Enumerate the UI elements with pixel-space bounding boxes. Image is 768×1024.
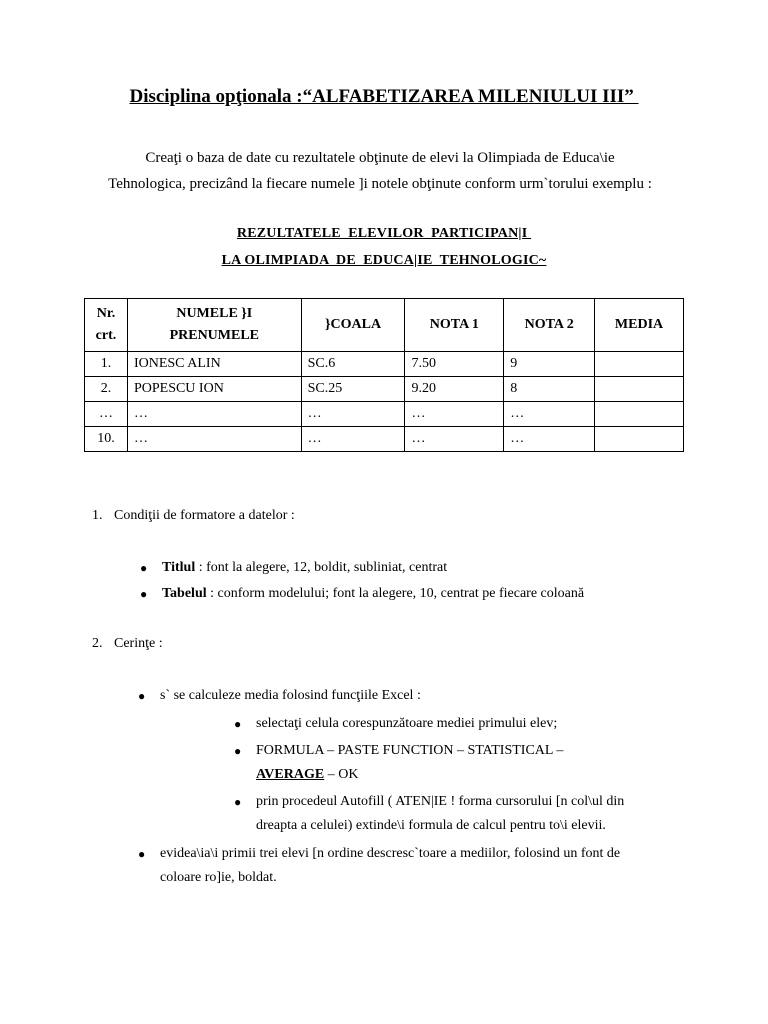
sub-bullet-formula — [234, 739, 564, 787]
cell-nr: 2. — [85, 377, 128, 402]
cell-nota-2: 8 — [504, 377, 595, 402]
cell-name: … — [127, 427, 301, 452]
bullet-dot-icon: ● — [234, 744, 242, 758]
sub-bullet-autofill-line-2: dreapta a celulei) extinde\i formula de calcul pentru to\i elevii. — [256, 818, 606, 833]
intro-line-1: Creaţi o baza de date cu rezultatele obţinute de elevi la Olimpiada de Educa\ie — [145, 150, 615, 166]
sub-bullet-formula-line-1: FORMULA – PASTE FUNCTION – STATISTICAL – — [256, 743, 564, 758]
table-header-row — [85, 299, 684, 352]
table-row — [85, 427, 684, 452]
results-heading-line-1: REZULTATELE ELEVILOR PARTICIPAN|I — [236, 226, 532, 241]
sub-bullet-autofill-line-1: prin procedeul Autofill ( ATEN|IE ! forma cursorului [n col\ul din — [256, 794, 625, 809]
bullet-dot-icon: ● — [140, 587, 148, 601]
bullet-dot-icon: ● — [138, 689, 146, 703]
section-1-label: Condiţii de formatore a datelor : — [114, 508, 295, 523]
cell-nota-2: … — [504, 427, 595, 452]
bullet-calculeze-media — [138, 684, 421, 708]
results-heading-line-2: LA OLIMPIADA DE EDUCA|IE TEHNOLOGIC~ — [221, 253, 547, 268]
sub-bullet-formula-ok: – OK — [324, 767, 359, 782]
sub-bullet-selectati — [234, 712, 558, 736]
cell-nota-1: 9.20 — [405, 377, 504, 402]
bullet-evidentiati-line-1: evidea\ia\i primii trei elevi [n ordine descresc`toare a mediilor, folosind un font de — [160, 846, 621, 861]
cell-nr: 10. — [85, 427, 128, 452]
cell-school: SC.25 — [301, 377, 405, 402]
bullet-tabelul-label: Tabelul — [162, 586, 207, 601]
header-nota-2: NOTA 2 — [504, 299, 595, 352]
section-1-number: 1. — [92, 508, 103, 523]
sub-bullet-autofill — [234, 790, 625, 838]
cell-name: POPESCU ION — [127, 377, 301, 402]
header-media: MEDIA — [595, 299, 684, 352]
bullet-dot-icon: ● — [234, 717, 242, 731]
cell-nota-2: 9 — [504, 352, 595, 377]
table-row — [85, 352, 684, 377]
cell-nota-2: … — [504, 402, 595, 427]
cell-name: … — [127, 402, 301, 427]
intro-paragraph — [60, 145, 700, 197]
bullet-titlul — [140, 556, 448, 580]
bullet-evidentiati-line-2: coloare ro]ie, boldat. — [160, 870, 277, 885]
cell-media — [595, 402, 684, 427]
bullet-titlul-text: : font la alegere, 12, boldit, subliniat, centrat — [195, 560, 448, 575]
header-school: }COALA — [301, 299, 405, 352]
section-2-label: Cerinţe : — [114, 636, 163, 651]
bullet-titlul-label: Titlul — [162, 560, 196, 575]
table-row — [85, 402, 684, 427]
bullet-evidentiati — [138, 842, 621, 890]
header-nota-1: NOTA 1 — [405, 299, 504, 352]
cell-media — [595, 427, 684, 452]
bullet-dot-icon: ● — [138, 847, 146, 861]
average-keyword: AVERAGE — [256, 767, 325, 782]
section-2-number: 2. — [92, 636, 103, 651]
sub-bullet-selectati-text: selectaţi celula corespunzătoare mediei primului elev; — [256, 716, 558, 731]
cell-nota-1: … — [405, 402, 504, 427]
cell-nota-1: 7.50 — [405, 352, 504, 377]
cell-name: IONESC ALIN — [127, 352, 301, 377]
cell-nr: 1. — [85, 352, 128, 377]
intro-line-2: Tehnologica, precizând la fiecare numele ]i notele obţinute conform urm`torului exemplu : — [108, 176, 652, 192]
table-row — [85, 377, 684, 402]
bullet-dot-icon: ● — [234, 795, 242, 809]
cell-media — [595, 377, 684, 402]
cell-school: … — [301, 402, 405, 427]
bullet-tabelul-text: : conform modelului; font la alegere, 10, centrat pe fiecare coloană — [206, 586, 585, 601]
header-name: NUMELE }I PRENUMELE — [127, 299, 301, 352]
bullet-calculeze-text: s` se calculeze media folosind funcţiile Excel : — [160, 688, 421, 703]
bullet-dot-icon: ● — [140, 561, 148, 575]
cell-school: … — [301, 427, 405, 452]
cell-media — [595, 352, 684, 377]
results-table — [84, 298, 684, 452]
results-heading — [0, 220, 768, 274]
header-nr: Nr. crt. — [85, 299, 128, 352]
cell-nr: … — [85, 402, 128, 427]
section-1-title — [92, 508, 295, 524]
bullet-tabelul — [140, 582, 585, 606]
cell-nota-1: … — [405, 427, 504, 452]
section-2-title — [92, 636, 163, 652]
cell-school: SC.6 — [301, 352, 405, 377]
page-title: Disciplina opţionala :“ALFABETIZAREA MILENIULUI III” — [129, 86, 639, 107]
